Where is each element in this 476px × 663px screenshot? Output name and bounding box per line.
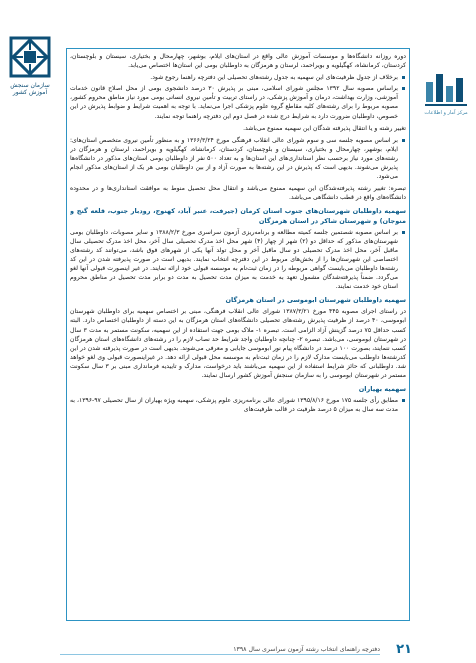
footer-rule: [60, 654, 380, 655]
page-number: ۲۱: [396, 642, 412, 657]
paragraph: تبصره: تغییر رشته پذیرفته‌شدگان این سهمیه ممنوع می‌باشد و انتقال محل تحصیل منوط به موافقت استانداری‌ها و در محدوده دانشگاه‌های واقع در قطب دانشگاهی می‌باشد.: [70, 185, 406, 202]
organization-logo-caption: سازمان سنجش آموزش کشور: [10, 82, 50, 96]
document-body: [70, 52, 406, 618]
bullet-item: برخلاف از جدول ظرفیت‌های این سهمیه به جدول رشته‌های تحصیلی این دفترچه راهنما رجوع شود.: [70, 73, 398, 82]
section-heading: سهمیه بهیاران: [358, 385, 406, 394]
bullet-item: براساس مصوبه سال ۱۳۹۲ مجلس شورای اسلامی، مبنی بر پذیرش ۳۰ درصد دانشجوی بومی از محل اصلاح قانون خدمات آموزشی، وزارت بهداشت، درمان و آموزش پزشکی، در راستای تربیت و تأمین نیروی انسانی بومی مورد نیاز مناطق محروم کشور، مصوبه مربوط را برای رشته‌های کلیه مقاطع گروه علوم پزشکی اجرا می‌نماید. با توجه به اهمیت شرایط و ضوابط پذیرش در این خصوص، داوطلبان ضرورت دارد به شرایط درج شده در فصل دوم این دفترچه راهنما توجه نمایند.: [70, 85, 399, 120]
bullet-list: [70, 228, 406, 292]
statistics-center-logo-icon: [423, 68, 469, 108]
bullet-list: [70, 136, 406, 181]
page-footer: [60, 633, 416, 663]
paragraph: تغییر رشته و یا انتقال پذیرفته شدگان این سهمیه ممنوع می‌باشد.: [243, 124, 406, 132]
section-heading: سهمیه داوطلبان شهرستان ابوموسی در استان هرمزگان: [225, 296, 406, 305]
paragraph: دوره روزانه دانشگاه‌ها و موسسات آموزش عالی واقع در استان‌های ایلام، بوشهر، چهارمحال و بختیاری، سیستان و بلوچستان، کردستان، کرمانشاه، کهگیلویه و بویراحمد، لرستان و هرمزگان به داوطلبان بومی این استان‌ها اختصاص می‌یابد.: [70, 53, 406, 70]
bullet-item: مطابق رأی جلسه ۱۷۵ مورخ ۱۳۹۵/۸/۱۶ شورای عالی برنامه‌ریزی علوم پزشکی، سهمیه ویژه بهیاران از سال تحصیلی ۹۷-۱۳۹۶، به مدت سه سال به میزان ۵ درصد ظرفیت در قالب ظرفیت‌های: [70, 397, 398, 414]
left-margin: [0, 0, 60, 663]
bullet-list: [70, 396, 406, 414]
right-margin: [416, 0, 476, 663]
bullet-list: [70, 73, 406, 120]
statistics-center-logo-caption: مرکز آمار و اطلاعات: [424, 110, 468, 116]
section-heading: سهمیه داوطلبان شهرستان‌های جنوب استان کرمان (جیرفت، عنبر آباد، کهنوج، رودبار جنوب، قلعه گنج و منوجان) و شهرستان شاکر در استان هرمزگان: [70, 207, 406, 225]
running-title: دفترچه راهنمای انتخاب رشته آزمون سراسری سال ۱۳۹۸: [233, 646, 380, 653]
bullet-item: بر اساس مصوبه شصتمین جلسه کمیته مطالعه و برنامه‌ریزی آزمون سراسری مورخ ۱۳۸۸/۲/۳ و سایر مصوبات، داوطلبان بومی شهرستان‌های مذکور که حداقل دو (۲) شهر از چهار (۴) شهر محل اخذ مدرک تحصیلی سال آخر، محل اخذ مدرک تحصیلی سال ماقبل آخر، محل اخذ مدرک تحصیلی دو سال ماقبل آخر و محل تولد آنها یکی از شهرهای فوق باشد، می‌توانند کد رشته‌های اختصاصی این شهرستان‌ها را از بخش‌های مربوط در این دفترچه انتخاب نمایند. بدیهی است در صورت پذیرفته شدن در این کد رشته‌ها داوطلبان می‌بایست گواهی مربوطه را در زمان ثبت‌نام به موسسه قبولی خود ارائه نمایند. در غیر اینصورت قبولی آنها لغو می‌گردد. ضمناً پذیرفته‌شدگان مشمول تعهد به خدمت به میزان مدت تحصیل به مدت دو برابر مدت تحصیل در مناطق محروم استان خود خدمت نمایند.: [70, 228, 399, 291]
organization-logo-icon: [9, 36, 51, 78]
paragraph: در راستای اجرای مصوبه ۴۴۵ مورخ ۱۳۸۷/۳/۲۱ شورای عالی انقلاب فرهنگی، مبنی بر اختصاص سهمیه برای داوطلبان شهرستان ابوموسی، ۴۰ درصد از ظرفیت پذیرش رشته‌های تحصیلی دانشگاه‌های استان هرمزگان به این دسته از داوطلبان اختصاص دارد. البته کسب حداقل ۷۵ درصد گزینش آزاد الزامی است. تبصره ۱- ملاک بومی جهت استفاده از این سهمیه، سکونت مستمر به مدت ۳ سال در شهرستان ابوموسی، می‌باشد. تبصره ۲- چنانچه داوطلبان واجد شرایط حد نصاب لازم را در رشته‌های دانشگاه‌های استان هرمزگان کسب ننمایند، بصورت ۱۰۰ درصد در دانشگاه پیام نور ابوموسی جایابی و معرفی می‌شوند. بدیهی است در صورت پذیرفته شدن در این کدرشته‌ها داوطلب می‌بایست مدارک لازم را در زمان ثبت‌نام به موسسه محل قبولی ارائه دهد. در غیراینصورت قبولی وی لغو خواهد شد. داوطلبانی که حائز شرایط استفاده از این سهمیه می‌باشند باید درخواست، مدارک و تاییدیه فرمانداری مبنی بر ۳ سال سکونت مستمر در شهرستان ابوموسی را به سازمان سنجش آموزش کشور ارسال نمایند.: [70, 308, 406, 379]
bullet-item: بر اساس مصوبه جلسه سی و سوم شورای عالی انقلاب فرهنگی مورخ ۱۳۶۶/۳/۲۴ و به منظور تأمین نیروی متخصص استان‌های: ایلام، بوشهر، چهارمحال و بختیاری، سیستان و بلوچستان، کردستان، کرمانشاه، کهگیلویه و بویراحمد، لرستان و هرمزگان در رشته‌های مورد نیاز برحسب نظر استانداری‌های این استان‌ها و به تعداد ۵۰۰ نفر از داوطلبان بومی استان‌های مذکور در دانشگاه‌ها پذیرش می‌شوند. بدیهی است که پذیرش در این رشته‌ها به صورت آزاد و از بین داوطلبان بومی هر یک از استان‌های مذکور انجام می‌شود.: [70, 136, 399, 181]
